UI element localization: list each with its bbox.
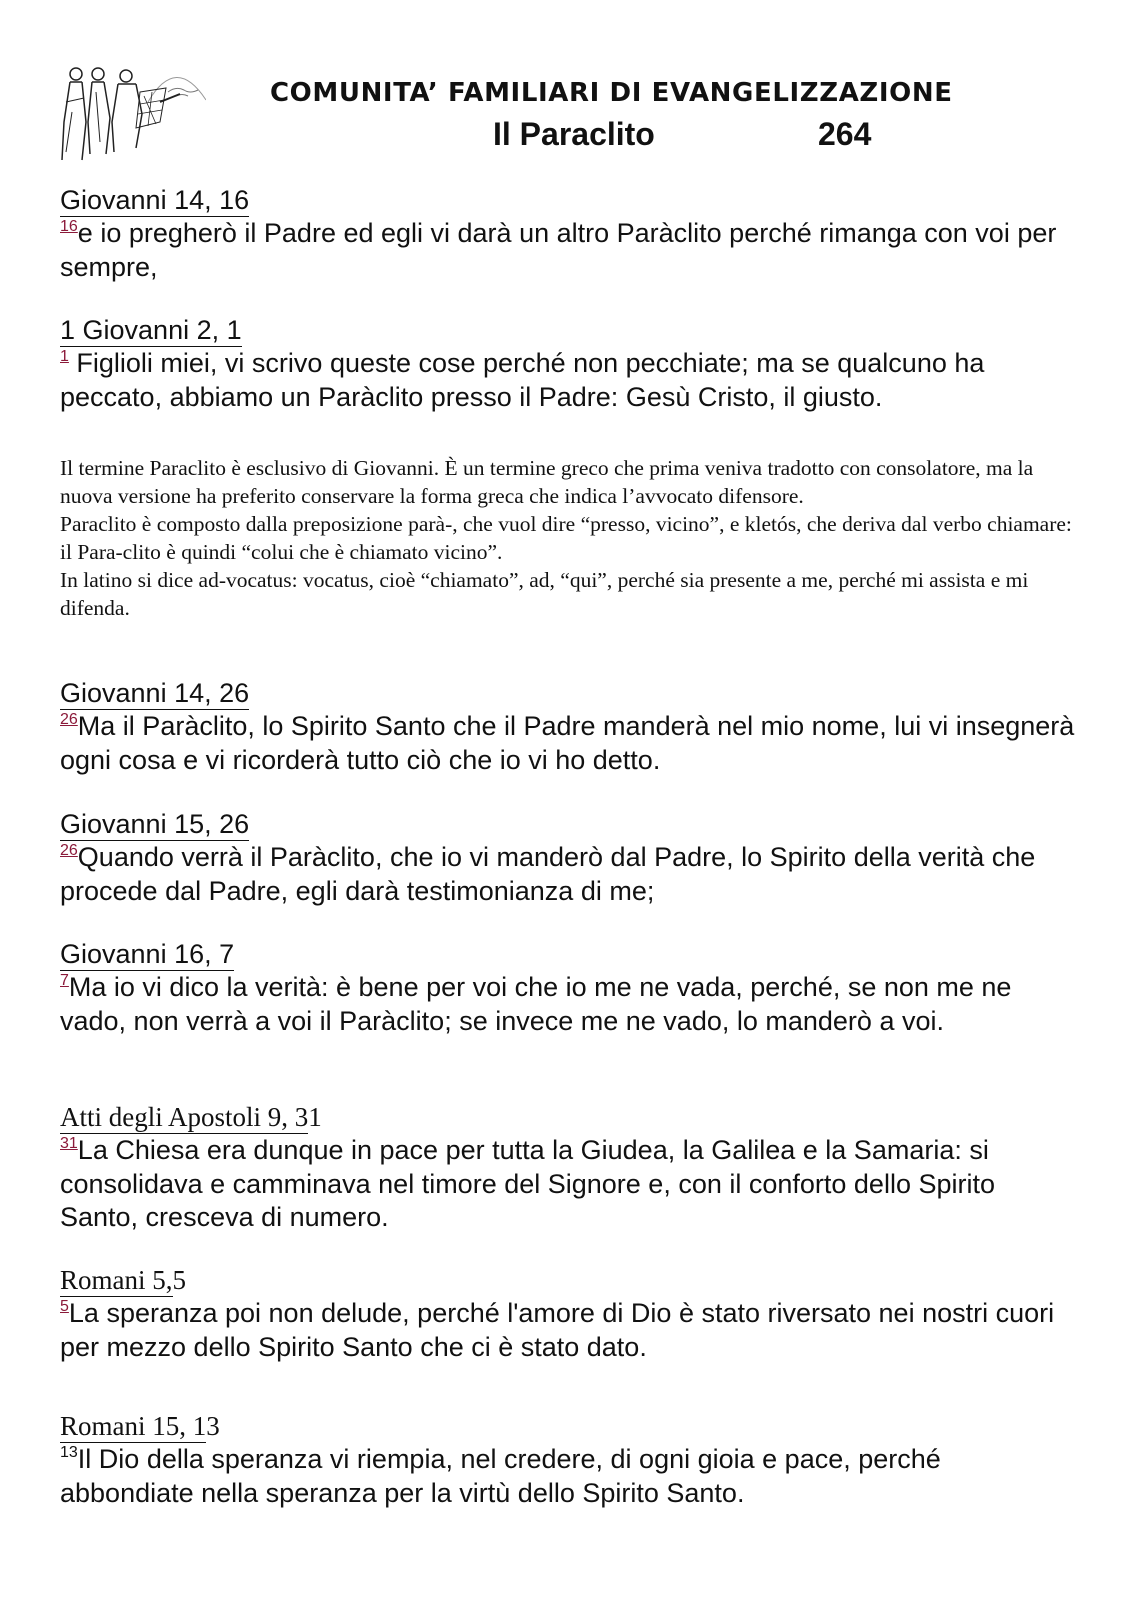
verse-number[interactable]: 16 [60, 218, 78, 235]
verse-number[interactable]: 7 [60, 972, 69, 989]
passage-reference: 1 Giovanni 2, 1 [60, 315, 242, 345]
passage-romani-15-13 [60, 1410, 1080, 1510]
passage-text: $^1$ Figlioli miei, vi scrivo queste cose perché non pecchiate; ma se qualcuno ha peccato, abbiamo un Paràclito presso il Padre: Gesù Cristo, il giusto. [60, 348, 985, 412]
passage-reference: Giovanni 16, 7 [60, 939, 235, 969]
passage-giovanni-16-7 [60, 938, 1080, 1038]
verse-number[interactable]: 26 [60, 711, 78, 728]
verse-number: 13 [60, 1444, 78, 1461]
passage-giovanni-15-26 [60, 808, 1080, 908]
passage-reference: Giovanni 15, 26 [60, 809, 250, 839]
passage-reference-tail: 5 [172, 1265, 186, 1295]
passage-reference: Giovanni 14, 16 [60, 185, 250, 215]
passage-romani-5-5 [60, 1264, 1080, 1364]
document-number: 264 [818, 116, 872, 152]
commentary [60, 454, 1080, 622]
passage-giovanni-14-26 [60, 677, 1080, 777]
commentary-paragraph: Il termine Paraclito è esclusivo di Giovanni. È un termine greco che prima veniva tradotto con consolatore, ma la nuova versione ha preferito conservare la forma greca che indica l’avvocato difensore. [60, 456, 1034, 508]
passage-text: $^{16}$e io pregherò il Padre ed egli vi darà un altro Paràclito perché rimanga con voi per sempre, [60, 218, 1057, 282]
passage-text: $^{26}$Quando verrà il Paràclito, che io vi manderò dal Padre, lo Spirito della verità che procede dal Padre, egli darà testimonianza di me; [60, 842, 1036, 906]
passage-reference: Giovanni 14, 26 [60, 678, 250, 708]
passage-text: $^5$La speranza poi non delude, perché l'amore di Dio è stato riversato nei nostri cuori per mezzo dello Spirito Santo che ci è stato dato. [60, 1298, 1055, 1362]
passage-reference-tail: 3 [206, 1411, 220, 1441]
passage-text: $^7$Ma io vi dico la verità: è bene per voi che io me ne vada, perché, se non me ne vado, non verrà a voi il Paràclito; se invece me ne vado, lo manderò a voi. [60, 972, 1012, 1036]
verse-number[interactable]: 1 [60, 348, 69, 365]
passage-reference: Atti degli Apostoli 9, 3 [60, 1102, 309, 1132]
passage-atti-9-31 [60, 1101, 1080, 1235]
community-logo [56, 52, 206, 172]
commentary-paragraph: Paraclito è composto dalla preposizione parà-, che vuol dire “presso, vicino”, e kletós, che deriva dal verbo chiamare: il Para-clito è quindi “colui che è chiamato vicino”. [60, 512, 1072, 564]
verse-number[interactable]: 26 [60, 842, 78, 859]
passage-text: $^{13}$Il Dio della speranza vi riempia, nel credere, di ogni gioia e pace, perché abbondiate nella speranza per la virtù dello Spirito Santo. [60, 1444, 941, 1508]
commentary-paragraph: In latino si dice ad-vocatus: vocatus, cioè “chiamato”, ad, “qui”, perché sia presente a me, perché mi assista e mi difenda. [60, 568, 1029, 620]
document-subtitle: Il Paraclito [493, 116, 655, 152]
verse-number[interactable]: 5 [60, 1298, 69, 1315]
passage-reference: Romani 5, [60, 1265, 173, 1295]
passage-reference-tail: 1 [308, 1102, 322, 1132]
community-title: COMUNITA’ FAMILIARI DI EVANGELIZZAZIONE [270, 78, 953, 108]
passage-1-giovanni-2-1 [60, 314, 1080, 414]
passage-giovanni-14-16 [60, 184, 1080, 284]
passage-text: $^{31}$La Chiesa era dunque in pace per tutta la Giudea, la Galilea e la Samaria: si consolidava e camminava nel timore del Signore e, con il conforto dello Spirito Santo, cresceva di numero. [60, 1135, 995, 1232]
passage-text: $^{26}$Ma il Paràclito, lo Spirito Santo che il Padre manderà nel mio nome, lui vi insegnerà ogni cosa e vi ricorderà tutto ciò che io vi ho detto. [60, 711, 1075, 775]
passage-reference: Romani 15, 1 [60, 1411, 207, 1441]
verse-number[interactable]: 31 [60, 1135, 78, 1152]
